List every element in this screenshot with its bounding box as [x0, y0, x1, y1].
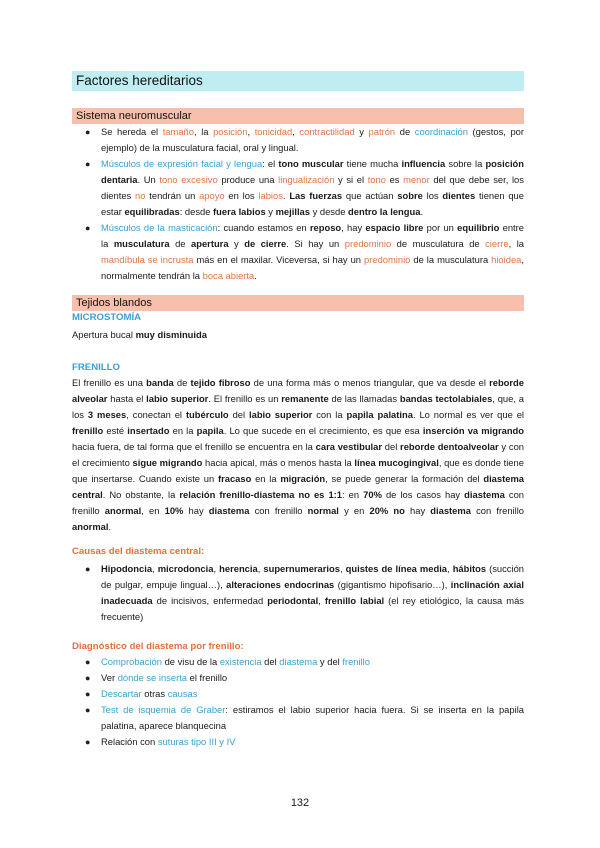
section-title: Factores hereditarios [72, 71, 524, 91]
heading-causas: Causas del diastema central: [72, 546, 205, 557]
bullet-icon: ● [85, 705, 91, 715]
bullet-icon: ● [85, 159, 91, 169]
bullet-icon: ● [85, 737, 91, 747]
list-item: ● Ver dónde se inserta el frenillo [72, 670, 524, 686]
sistema-list [72, 124, 524, 284]
heading-frenillo: FRENILLO [72, 362, 120, 373]
heading-microstomia: MICROSTOMÍA [72, 312, 142, 323]
heading-tejidos-blandos: Tejidos blandos [72, 295, 524, 311]
list-item: ● Músculos de expresión facial y lengua: el tono muscular tiene mucha influencia sobre la posición dentaria. Un tono excesivo produce una lingualización y si el tono es menor del que debe ser, los dientes no tendrán un apoyo en los labios. Las fuerzas que actúan sobre los dientes tienen que estar equilibradas: desde fuera labios y mejillas y desde dentro la lengua. [85, 158, 524, 217]
list-item: ● Músculos de la masticación: cuando estamos en reposo, hay espacio libre por un equilibrio entre la musculatura de apertura y de cierre. Si hay un predominio de musculatura de cierre, la mandíbula se incrusta más en el maxilar. Viceversa, si hay un predominio de la musculatura hioidea, normalmente tendrán la boca abierta. [85, 222, 525, 281]
list-item: ● Descartar otras causas [72, 686, 524, 702]
bullet-icon: ● [85, 564, 91, 574]
list-item: ● Hipodoncia, microdoncia, herencia, supernumerarios, quistes de línea media, hábitos (succión de pulgar, empuje lingual…), alteraciones endocrinas (gigantismo hipofisario…), inclinación axial inadecuada de incisivos, enfermedad periodontal, frenillo labial (el rey etiológico, la causa más frecuente) [85, 563, 525, 622]
list-item: ● Relación con suturas tipo III y IV [72, 734, 524, 750]
heading-sistema-neuromuscular: Sistema neuromuscular [72, 108, 524, 124]
bullet-icon: ● [85, 127, 91, 137]
paragraph-microstomia: Apertura bucal muy disminuida [72, 329, 207, 340]
paragraph-frenillo: El frenillo es una banda de tejido fibroso de una forma más o menos triangular, que va desde el reborde alveolar hasta el labio superior. El frenillo es un remanente de las llamadas bandas tectolabiales, que, a los 3 meses, conectan el tubérculo del labio superior con la papila palatina. Lo normal es ver que el frenillo esté insertado en la papila. Lo que sucede en el crecimiento, es que esa inserción va migrando hacia fuera, de tal forma que el frenillo se encuentra en la cara vestibular del reborde dentoalveolar y con el crecimiento sigue migrando hacia apical, más o menos hasta la línea mucogingival, que es donde tiene que insertarse. Cuando existe un fracaso en la migración, se puede generar la formación del diastema central. No obstante, la relación frenillo-diastema no es 1:1: en 70% de los casos hay diastema con frenillo anormal, en 10% hay diastema con frenillo normal y en 20% no hay diastema con frenillo anormal. [72, 377, 524, 532]
list-item: ● Test de isquemia de Graber: estiramos el labio superior hacia fuera. Si se inserta en la papila palatina, aparece blanquecina [85, 704, 524, 731]
bullet-icon: ● [85, 689, 91, 699]
causas-list [72, 561, 524, 625]
page-number: 132 [290, 797, 310, 809]
bullet-icon: ● [85, 673, 91, 683]
diagnostico-list [72, 654, 524, 750]
bullet-icon: ● [85, 223, 91, 233]
list-item: ● Comprobación de visu de la existencia del diastema y del frenillo [72, 654, 524, 670]
list-item: ● Se hereda el tamaño, la posición, tonicidad, contractilidad y patrón de coordinación (gestos, por ejemplo) de la musculatura facial, oral y lingual. [85, 126, 524, 153]
heading-diagnostico: Diagnóstico del diastema por frenillo: [72, 641, 244, 652]
bullet-icon: ● [85, 657, 91, 667]
